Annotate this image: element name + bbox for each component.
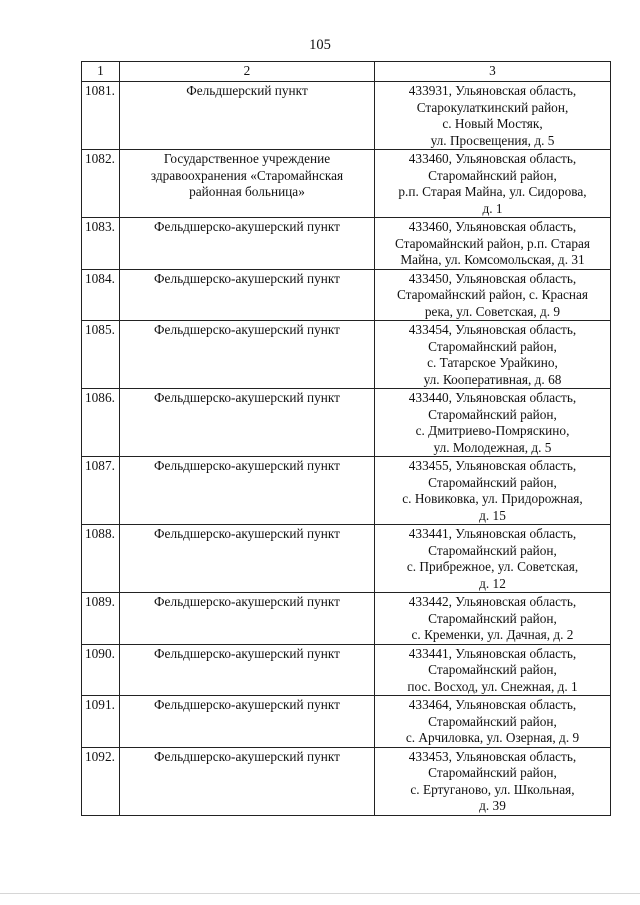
facility-address <box>375 218 611 270</box>
address-line: ул. Молодежная, д. 5 <box>433 439 552 455</box>
row-number: 1083. <box>82 218 120 270</box>
facility-address <box>375 525 611 593</box>
address-line: 433440, Ульяновская область, <box>408 390 577 405</box>
facility-name: Фельдшерско-акушерский пункт <box>120 457 375 525</box>
address-line: река, ул. Советская, д. 9 <box>424 303 561 319</box>
address-line: 433464, Ульяновская область, <box>408 697 577 712</box>
column-header-name: 2 <box>120 62 375 82</box>
facility-name: Фельдшерско-акушерский пункт <box>120 696 375 748</box>
scan-edge-line <box>0 893 640 894</box>
address-line: Старомайнский район, <box>428 542 557 558</box>
table-row <box>82 747 611 815</box>
row-number: 1090. <box>82 644 120 696</box>
facility-name: Фельдшерско-акушерский пункт <box>120 269 375 321</box>
address-line: 433931, Ульяновская область, <box>408 83 577 98</box>
row-number: 1084. <box>82 269 120 321</box>
address-line: 433460, Ульяновская область, <box>408 219 577 234</box>
address-line: пос. Восход, ул. Снежная, д. 1 <box>407 678 578 694</box>
address-line: 433441, Ульяновская область, <box>408 526 577 541</box>
facility-name: Фельдшерско-акушерский пункт <box>120 747 375 815</box>
row-number: 1088. <box>82 525 120 593</box>
table-header-row <box>82 62 611 82</box>
row-number: 1082. <box>82 150 120 218</box>
address-line: 433454, Ульяновская область, <box>408 322 577 337</box>
table-row <box>82 150 611 218</box>
facility-address <box>375 389 611 457</box>
facility-name: Фельдшерско-акушерский пункт <box>120 218 375 270</box>
facility-address <box>375 321 611 389</box>
address-line: 433441, Ульяновская область, <box>408 645 577 661</box>
address-line: р.п. Старая Майна, ул. Сидорова, <box>398 184 587 199</box>
address-line: д. 39 <box>479 798 506 813</box>
row-number: 1081. <box>82 82 120 150</box>
facility-address <box>375 150 611 218</box>
address-line: Старомайнский район, <box>428 167 557 183</box>
row-number: 1089. <box>82 593 120 645</box>
address-line: Майна, ул. Комсомольская, д. 31 <box>400 252 585 267</box>
address-line: Старомайнский район, <box>428 406 557 422</box>
address-line: Старомайнский район, <box>428 662 557 677</box>
address-line: Старомайнский район, с. Красная <box>396 287 589 302</box>
table-row <box>82 269 611 321</box>
facility-name: Фельдшерско-акушерский пункт <box>120 389 375 457</box>
row-number: 1086. <box>82 389 120 457</box>
facility-address <box>375 593 611 645</box>
table-row <box>82 321 611 389</box>
facility-address <box>375 644 611 696</box>
address-line: ул. Кооперативная, д. 68 <box>423 371 562 387</box>
table-row <box>82 525 611 593</box>
address-line: Старомайнский район, <box>428 610 557 626</box>
address-line: Старомайнский район, <box>428 338 557 354</box>
address-line: 433450, Ульяновская область, <box>408 270 577 286</box>
table-row <box>82 457 611 525</box>
address-line: 433453, Ульяновская область, <box>408 748 577 764</box>
row-number: 1085. <box>82 321 120 389</box>
table-row <box>82 696 611 748</box>
row-number: 1091. <box>82 696 120 748</box>
registry-table <box>81 61 611 816</box>
facility-name: Фельдшерско-акушерский пункт <box>120 593 375 645</box>
facility-name: Фельдшерско-акушерский пункт <box>120 644 375 696</box>
facility-address <box>375 696 611 748</box>
table-row <box>82 82 611 150</box>
row-number: 1087. <box>82 457 120 525</box>
facility-address <box>375 82 611 150</box>
column-header-number: 1 <box>82 62 120 82</box>
row-number: 1092. <box>82 747 120 815</box>
address-line: 433455, Ульяновская область, <box>408 458 577 473</box>
address-line: Старомайнский район, <box>428 713 557 729</box>
table-row <box>82 593 611 645</box>
address-line: 433460, Ульяновская область, <box>408 151 577 166</box>
table-row <box>82 389 611 457</box>
address-line: с. Новиковка, ул. Придорожная, <box>402 491 583 506</box>
address-line: Старомайнский район, р.п. Старая <box>394 235 591 251</box>
facility-name: Фельдшерско-акушерский пункт <box>120 525 375 593</box>
facility-address <box>375 269 611 321</box>
facility-name: Фельдшерско-акушерский пункт <box>120 321 375 389</box>
address-line: 433442, Ульяновская область, <box>408 594 577 609</box>
address-line: Старомайнский район, <box>428 765 557 780</box>
address-line: ул. Просвещения, д. 5 <box>430 132 555 148</box>
address-line: с. Арчиловка, ул. Озерная, д. 9 <box>405 730 580 745</box>
address-line: с. Кременки, ул. Дачная, д. 2 <box>411 627 574 642</box>
address-line: с. Прибрежное, ул. Советская, <box>406 559 579 574</box>
table-row <box>82 644 611 696</box>
page-number: 105 <box>309 37 331 53</box>
facility-address <box>375 747 611 815</box>
address-line: Старомайнский район, <box>428 474 557 490</box>
column-header-address: 3 <box>375 62 611 82</box>
address-line: д. 12 <box>479 575 506 591</box>
address-line: д. 1 <box>482 200 503 216</box>
address-line: с. Ертуганово, ул. Школьная, <box>410 781 575 797</box>
address-line: с. Дмитриево-Помряскино, <box>415 423 570 438</box>
address-line: д. 15 <box>479 507 506 523</box>
table-row <box>82 218 611 270</box>
address-line: с. Татарское Урайкино, <box>427 355 558 370</box>
facility-name: Фельдшерский пункт <box>120 82 375 150</box>
address-line: Старокулаткинский район, <box>416 99 569 115</box>
address-line: с. Новый Мостяк, <box>442 116 543 131</box>
facility-address <box>375 457 611 525</box>
facility-name: Государственное учреждение здравоохранения «Старомайнская районная больница» <box>120 150 375 218</box>
